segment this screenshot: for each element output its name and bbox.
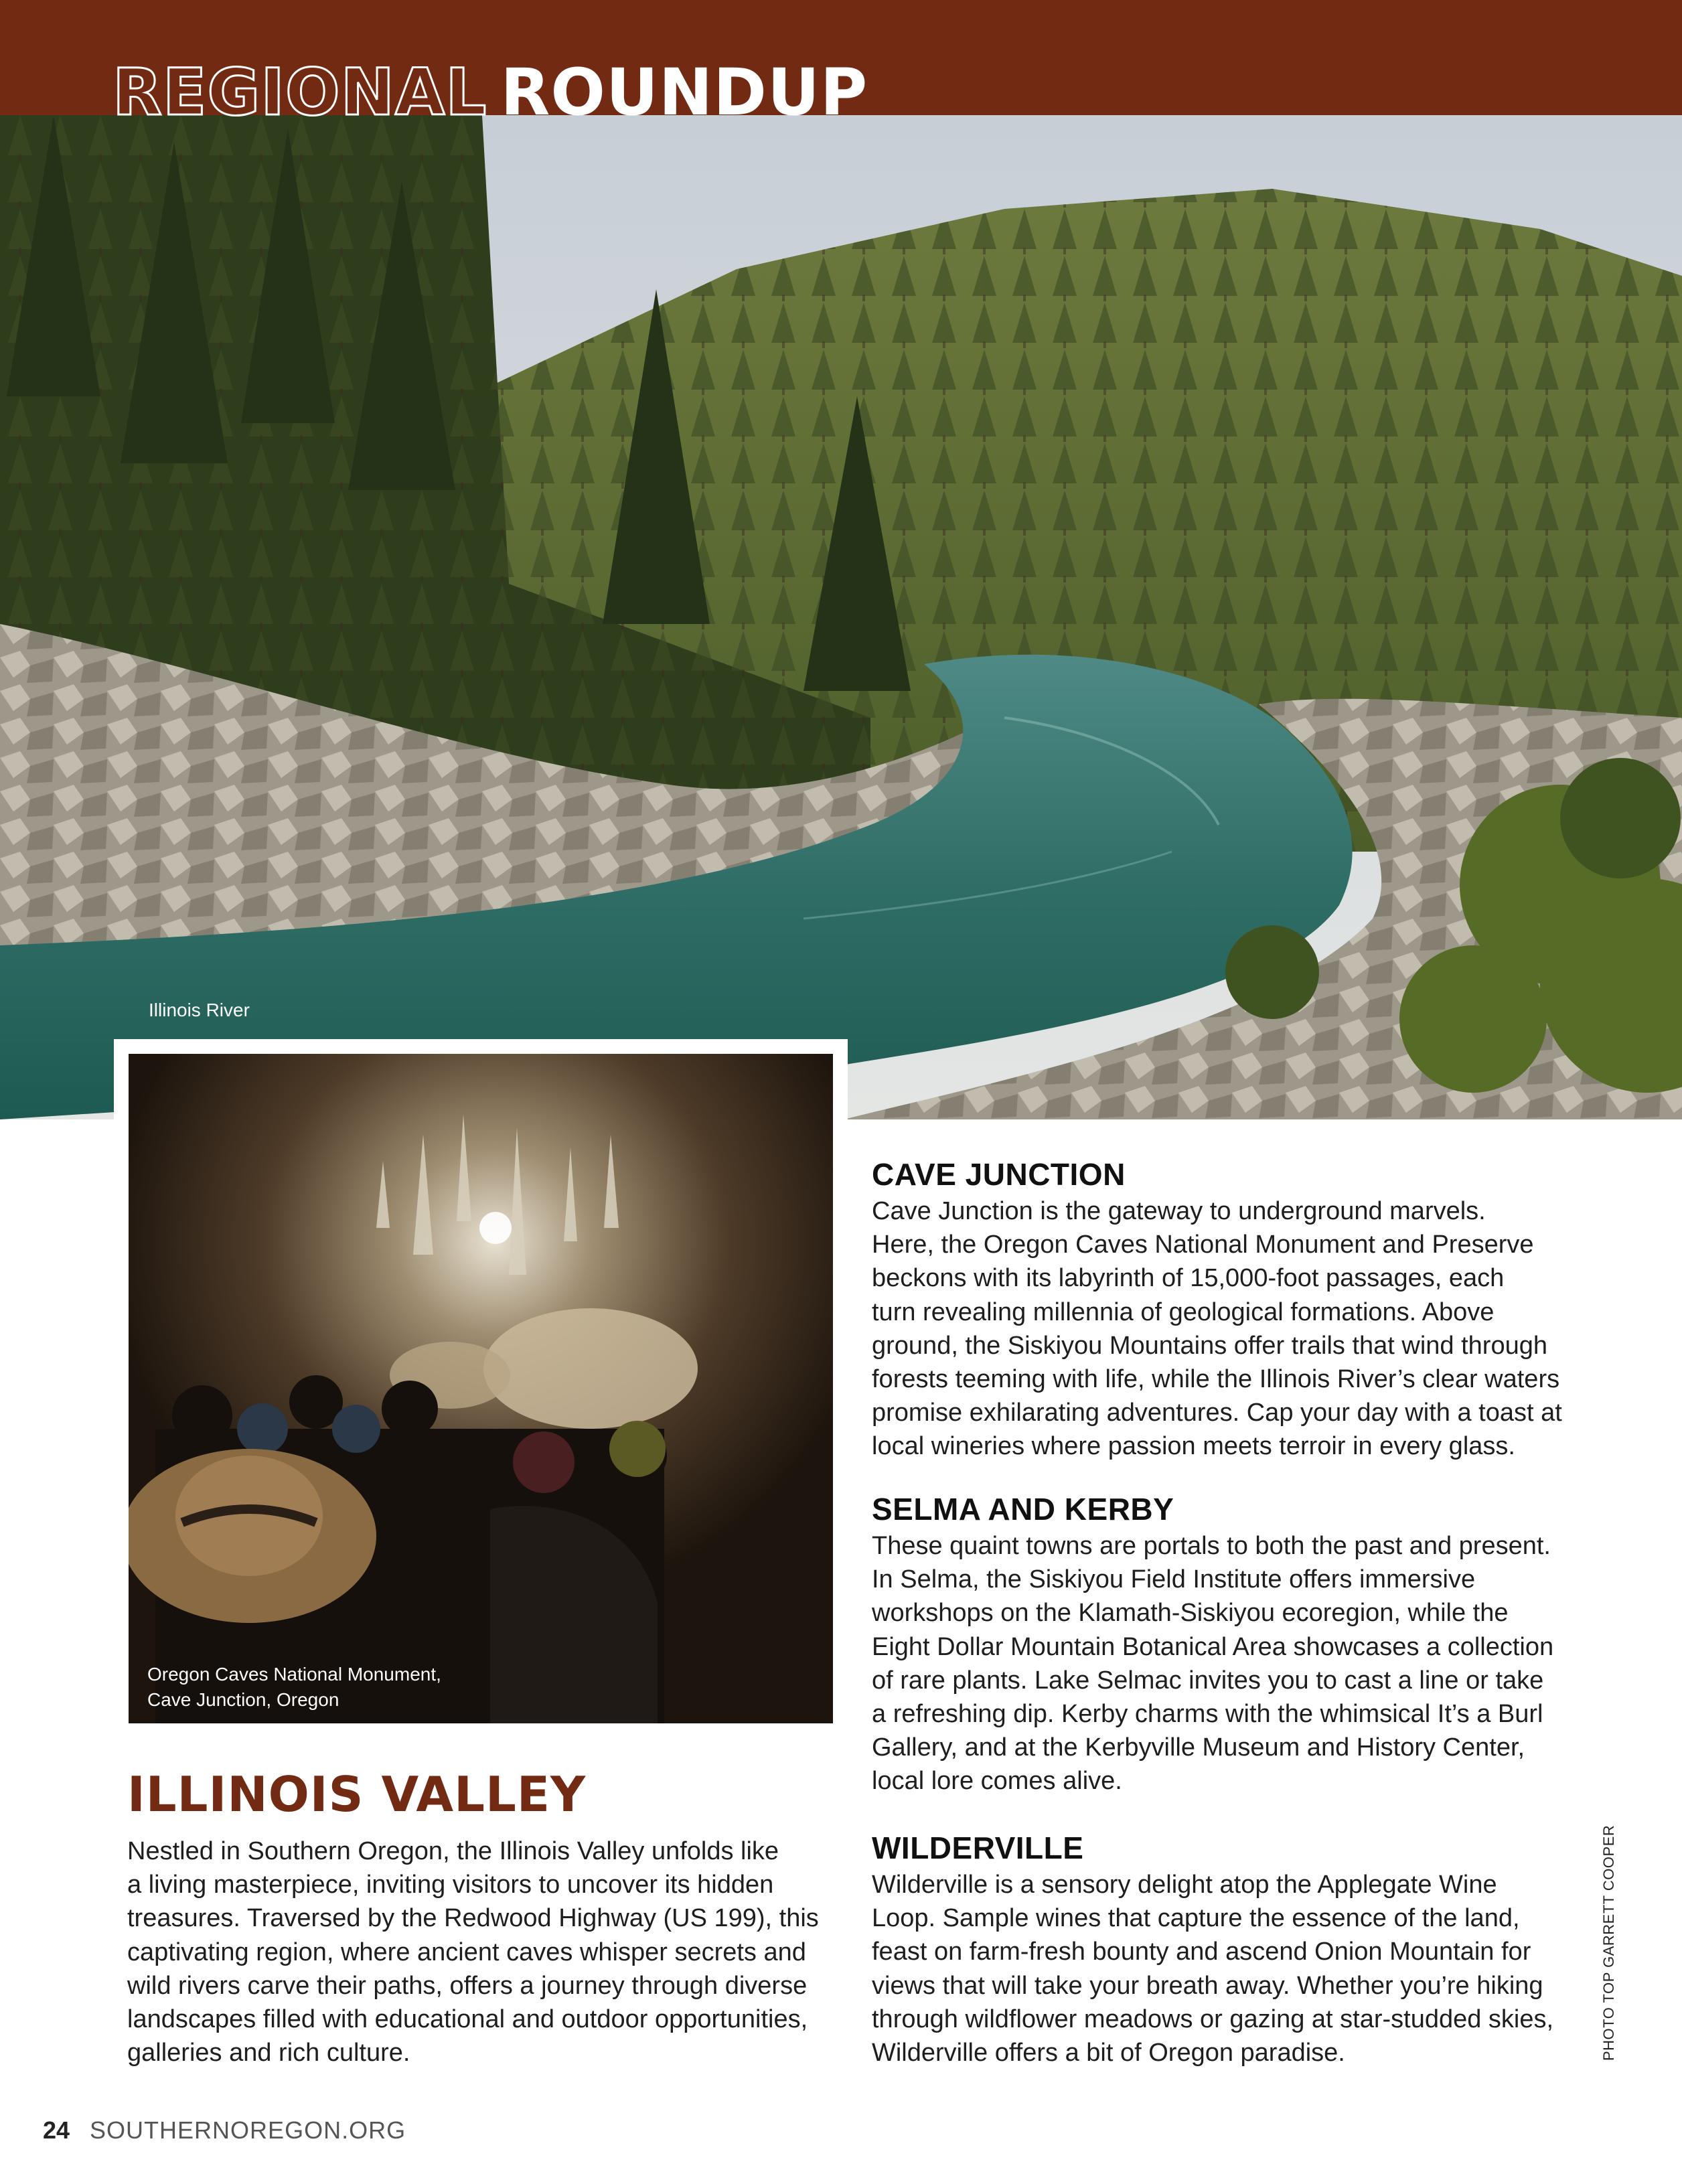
- text-line: These quaint towns are portals to both the past and present.: [872, 1532, 1551, 1560]
- heading-selma-and-kerby: SELMA AND KERBY: [872, 1492, 1174, 1527]
- text-line: through wildflower meadows or gazing at star-studded skies,: [872, 2005, 1554, 2033]
- cave-photo-frame: [114, 1039, 848, 1735]
- text-line: treasures. Traversed by the Redwood Highway (US 199), this: [127, 1904, 819, 1933]
- text-line: Wilderville offers a bit of Oregon paradise.: [872, 2039, 1345, 2068]
- body-wilderville: [872, 1868, 1553, 2070]
- text-line: captivating region, where ancient caves whisper secrets and: [127, 1938, 806, 1966]
- heading-wilderville: WILDERVILLE: [872, 1830, 1084, 1865]
- text-line: turn revealing millennia of geological formations. Above: [872, 1298, 1495, 1326]
- hero-photo-illinois-river: [0, 115, 1682, 1119]
- text-line: Gallery, and at the Kerbyville Museum and History Center,: [872, 1733, 1525, 1762]
- text-line: Wilderville is a sensory delight atop the Applegate Wine: [872, 1871, 1497, 1899]
- text-line: forests teeming with life, while the Illinois River’s clear waters: [872, 1365, 1560, 1394]
- text-line: of rare plants. Lake Selmac invites you to cast a line or take: [872, 1666, 1544, 1695]
- body-cave-junction: [872, 1194, 1562, 1464]
- page-footer: [43, 2116, 406, 2145]
- text-line: local lore comes alive.: [872, 1767, 1122, 1796]
- text-line: feast on farm-fresh bounty and ascend Onion Mountain for: [872, 1938, 1531, 1966]
- body-selma-and-kerby: [872, 1529, 1553, 1798]
- photo-credit: PHOTO TOP GARRETT COOPER: [1600, 1824, 1617, 2061]
- text-line: beckons with its labyrinth of 15,000-foot passages, each: [872, 1264, 1505, 1293]
- footer-site-link[interactable]: SOUTHERNOREGON.ORG: [90, 2116, 406, 2144]
- title-regional: REGIONAL: [112, 55, 487, 130]
- text-line: ground, the Siskiyou Mountains offer trails that wind through: [872, 1331, 1547, 1360]
- text-line: galleries and rich culture.: [127, 2039, 410, 2068]
- text-line: workshops on the Klamath-Siskiyou ecoregion, while the: [872, 1599, 1509, 1628]
- body-illinois-valley-intro: [127, 1835, 819, 2070]
- text-line: In Selma, the Siskiyou Field Institute offers immersive: [872, 1565, 1476, 1594]
- text-line: Here, the Oregon Caves National Monument and Preserve: [872, 1231, 1534, 1259]
- page-number: 24: [43, 2116, 70, 2144]
- text-line: local wineries where passion meets terroir in every glass.: [872, 1432, 1515, 1461]
- hero-caption: Illinois River: [149, 1000, 250, 1020]
- text-line: Cave Junction is the gateway to underground marvels.: [872, 1197, 1486, 1225]
- text-line: landscapes filled with educational and outdoor opportunities,: [127, 2005, 808, 2034]
- text-line: Eight Dollar Mountain Botanical Area showcases a collection: [872, 1632, 1554, 1661]
- text-line: Nestled in Southern Oregon, the Illinois Valley unfolds like: [127, 1837, 779, 1865]
- text-line: a refreshing dip. Kerby charms with the whimsical It’s a Burl: [872, 1700, 1543, 1729]
- text-line: wild rivers carve their paths, offers a journey through diverse: [127, 1971, 808, 2000]
- cave-photo-oregon-caves: [129, 1054, 833, 1723]
- heading-illinois-valley: ILLINOIS VALLEY: [127, 1766, 587, 1822]
- text-line: a living masterpiece, inviting visitors to uncover its hidden: [127, 1871, 774, 1899]
- page-title: [112, 55, 868, 130]
- cave-caption-line1: Oregon Caves National Monument,: [147, 1664, 441, 1685]
- text-line: views that will take your breath away. Whether you’re hiking: [872, 1971, 1543, 2000]
- title-roundup: ROUNDUP: [500, 55, 868, 130]
- heading-cave-junction: CAVE JUNCTION: [872, 1157, 1126, 1192]
- cave-caption-line2: Cave Junction, Oregon: [147, 1689, 339, 1710]
- text-line: promise exhilarating adventures. Cap your day with a toast at: [872, 1399, 1562, 1427]
- text-line: Loop. Sample wines that capture the essence of the land,: [872, 1904, 1520, 1933]
